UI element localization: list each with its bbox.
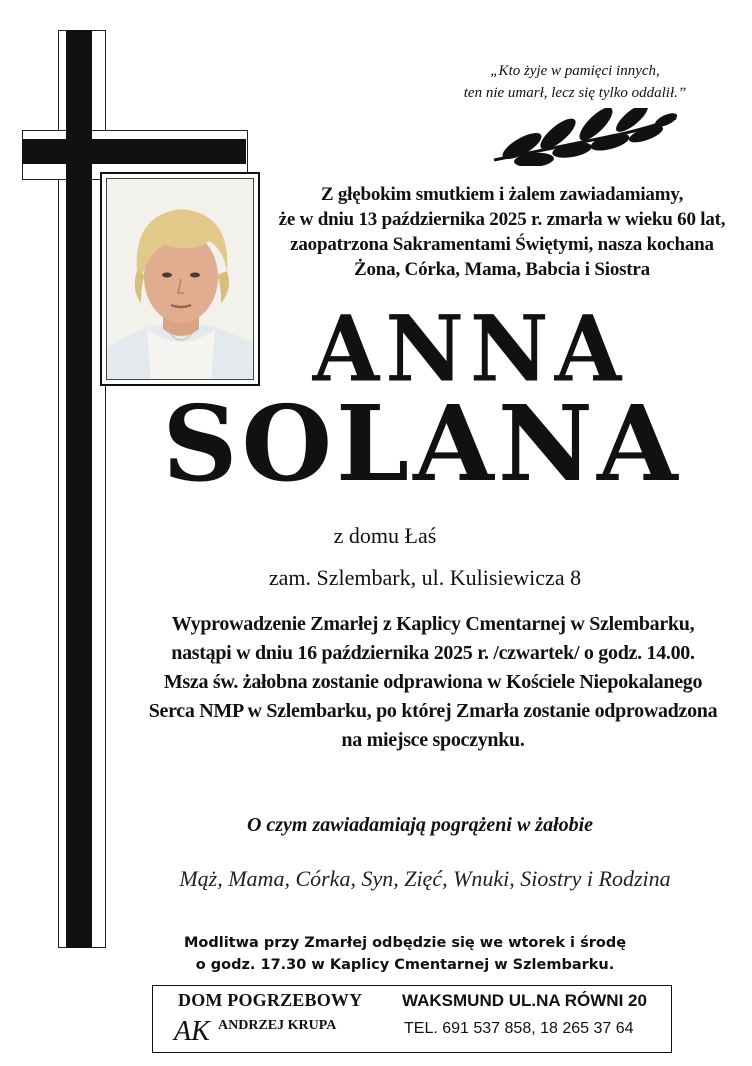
motto-line-2: ten nie umarł, lecz się tylko oddalił.” [463, 85, 687, 101]
funeral-line-1: Wyprowadzenie Zmarłej z Kaplicy Cmentarnej w Szlembarku, [171, 613, 695, 635]
motto-quote [440, 60, 710, 104]
intro-line-2: że w dniu 13 października 2025 r. zmarła w wieku 60 lat, [278, 209, 726, 230]
funeral-home-owner: ANDRZEJ KRUPA [218, 1018, 337, 1033]
residence-address: zam. Szlembark, ul. Kulisiewicza 8 [268, 565, 582, 590]
intro-line-4: Żona, Córka, Mama, Babcia i Siostra [354, 259, 650, 280]
deceased-photo [106, 178, 254, 380]
motto-line-1: „Kto żyje w pamięci innych, [490, 63, 660, 79]
last-name: SOLANA [162, 382, 682, 505]
funeral-home-address: WAKSMUND UL.NA RÓWNI 20 [402, 991, 647, 1010]
funeral-line-3: Msza św. żałobna zostanie odprawiona w Kościele Niepokalanego [163, 671, 703, 693]
funeral-home-name: DOM POGRZEBOWY [178, 990, 363, 1010]
announcement-intro [262, 182, 742, 282]
intro-line-1: Z głębokim smutkiem i żalem zawiadamiamy, [320, 184, 684, 205]
prayer-line-2: o godz. 17.30 w Kaplicy Cmentarnej w Szlembarku. [195, 957, 615, 973]
mourning-notice: O czym zawiadamiają pogrążeni w żałobie [246, 814, 594, 836]
funeral-home-phone: TEL. 691 537 858, 18 265 37 64 [404, 1020, 634, 1037]
prayer-notice [150, 932, 660, 976]
family-list: Mąż, Mama, Córka, Syn, Zięć, Wnuki, Siostry i Rodzina [179, 866, 671, 891]
cross-vertical-bar [66, 30, 92, 948]
first-name: ANNA [312, 295, 628, 403]
funeral-home-logo-icon [172, 1012, 224, 1048]
cross-horizontal-bar [22, 139, 246, 164]
funeral-details [118, 610, 748, 755]
logo-letters: AK [174, 1016, 210, 1047]
palm-branch-icon [492, 108, 678, 166]
portrait-illustration [107, 179, 254, 380]
intro-line-3: zaopatrzona Sakramentami Świętymi, nasza kochana [290, 234, 714, 255]
funeral-line-2: nastąpi w dniu 16 października 2025 r. /czwartek/ o godz. 14.00. [171, 642, 695, 664]
prayer-line-1: Modlitwa przy Zmarłej odbędzie się we wtorek i środę [183, 935, 627, 951]
funeral-line-4: Serca NMP w Szlembarku, po której Zmarła zostanie odprowadzona [148, 700, 718, 722]
funeral-line-5: na miejsce spoczynku. [341, 729, 525, 751]
maiden-name: z domu Łaś [333, 523, 437, 548]
